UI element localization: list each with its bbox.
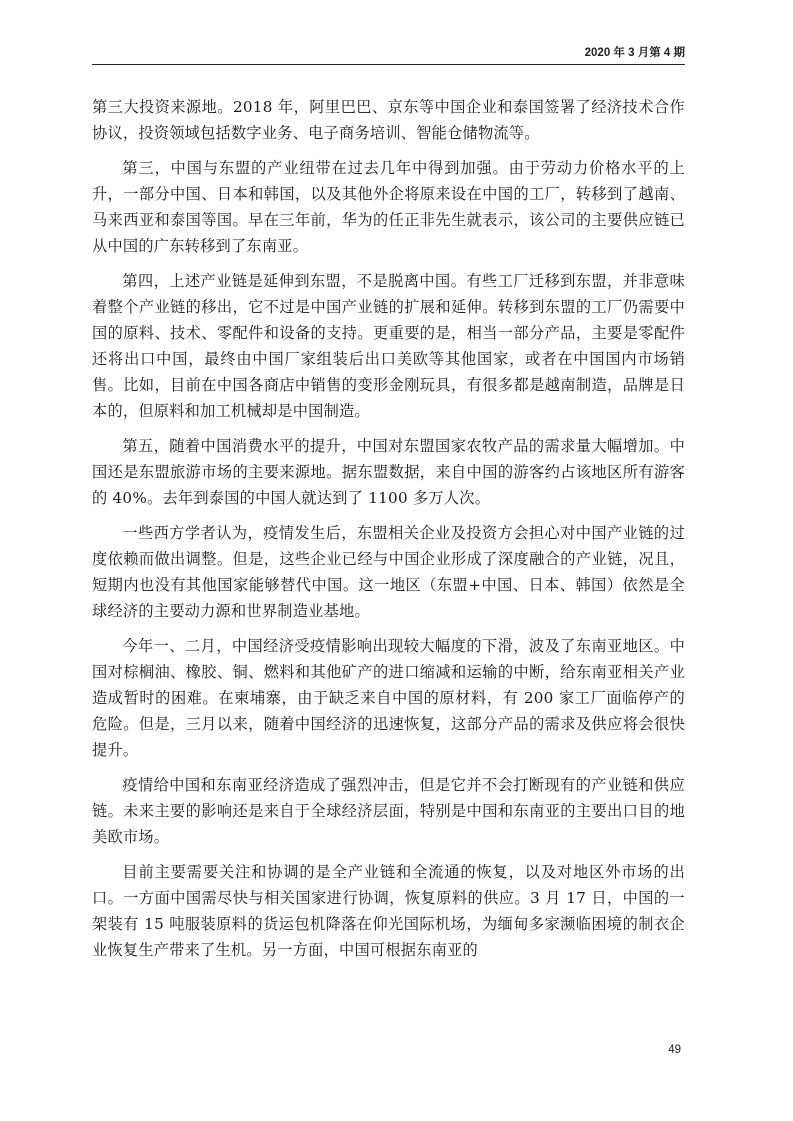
article-body [92,94,685,972]
paragraph-continuation: 第三大投资来源地。2018 年，阿里巴巴、京东等中国企业和泰国签署了经济技术合作协议，投资领域包括数字业务、电子商务培训、智能仓储物流等。 [92,98,685,142]
issue-label: 2020 年 3 月第 4 期 [584,47,685,59]
page-number: 49 [668,1044,681,1056]
paragraph-western-scholars: 一些西方学者认为，疫情发生后，东盟相关企业及投资方会担心对中国产业链的过度依赖而做出调整。但是，这些企业已经与中国企业形成了深度融合的产业链，况且，短期内也没有其他国家能够替代中国。这一地区（东盟+中国、日本、韩国）依然是全球经济的主要动力源和世界制造业基地。 [92,524,685,620]
paragraph-coordination: 目前主要需要关注和协调的是全产业链和全流通的恢复，以及对地区外市场的出口。一方面中国需尽快与相关国家进行协调，恢复原料的供应。3 月 17 日，中国的一架装有 15 吨服装原料的货运包机降落在仰光国际机场，为缅甸多家濒临困境的制衣企业恢复生产带来了生机。另一方面，中国可根据东南亚的 [92,863,685,959]
paragraph-fifth-point: 第五，随着中国消费水平的提升，中国对东盟国家农牧产品的需求量大幅增加。中国还是东盟旅游市场的主要来源地。据东盟数据，来自中国的游客约占该地区所有游客的 40%。去年到泰国的中国人就达到了 1100 多万人次。 [92,437,685,507]
paragraph-third-point: 第三，中国与东盟的产业纽带在过去几年中得到加强。由于劳动力价格水平的上升，一部分中国、日本和韩国，以及其他外企将原来设在中国的工厂，转移到了越南、马来西亚和泰国等国。早在三年前，华为的任正非先生就表示，该公司的主要供应链已从中国的广东转移到了东南亚。 [92,159,685,255]
paragraph-jan-feb-economy: 今年一、二月，中国经济受疫情影响出现较大幅度的下滑，波及了东南亚地区。中国对棕榈油、橡胶、铜、燃料和其他矿产的进口缩减和运输的中断，给东南亚相关产业造成暂时的困难。在柬埔寨，由于缺乏来自中国的原材料，有 200 家工厂面临停产的危险。但是，三月以来，随着中国经济的迅速恢复，这部分产品的需求及供应将会很快提升。 [92,637,685,759]
paragraph-fourth-point: 第四，上述产业链是延伸到东盟，不是脱离中国。有些工厂迁移到东盟，并非意味着整个产业链的移出，它不过是中国产业链的扩展和延伸。转移到东盟的工厂仍需要中国的原料、技术、零配件和设备的支持。更重要的是，相当一部分产品，主要是零配件还将出口中国，最终由中国厂家组装后出口美欧等其他国家，或者在中国国内市场销售。比如，目前在中国各商店中销售的变形金刚玩具，有很多都是越南制造，品牌是日本的，但原料和加工机械却是中国制造。 [92,272,685,420]
running-header [92,44,685,65]
paragraph-epidemic-impact: 疫情给中国和东南亚经济造成了强烈冲击，但是它并不会打断现有的产业链和供应链。未来主要的影响还是来自于全球经济层面，特别是中国和东南亚的主要出口目的地美欧市场。 [92,776,685,846]
